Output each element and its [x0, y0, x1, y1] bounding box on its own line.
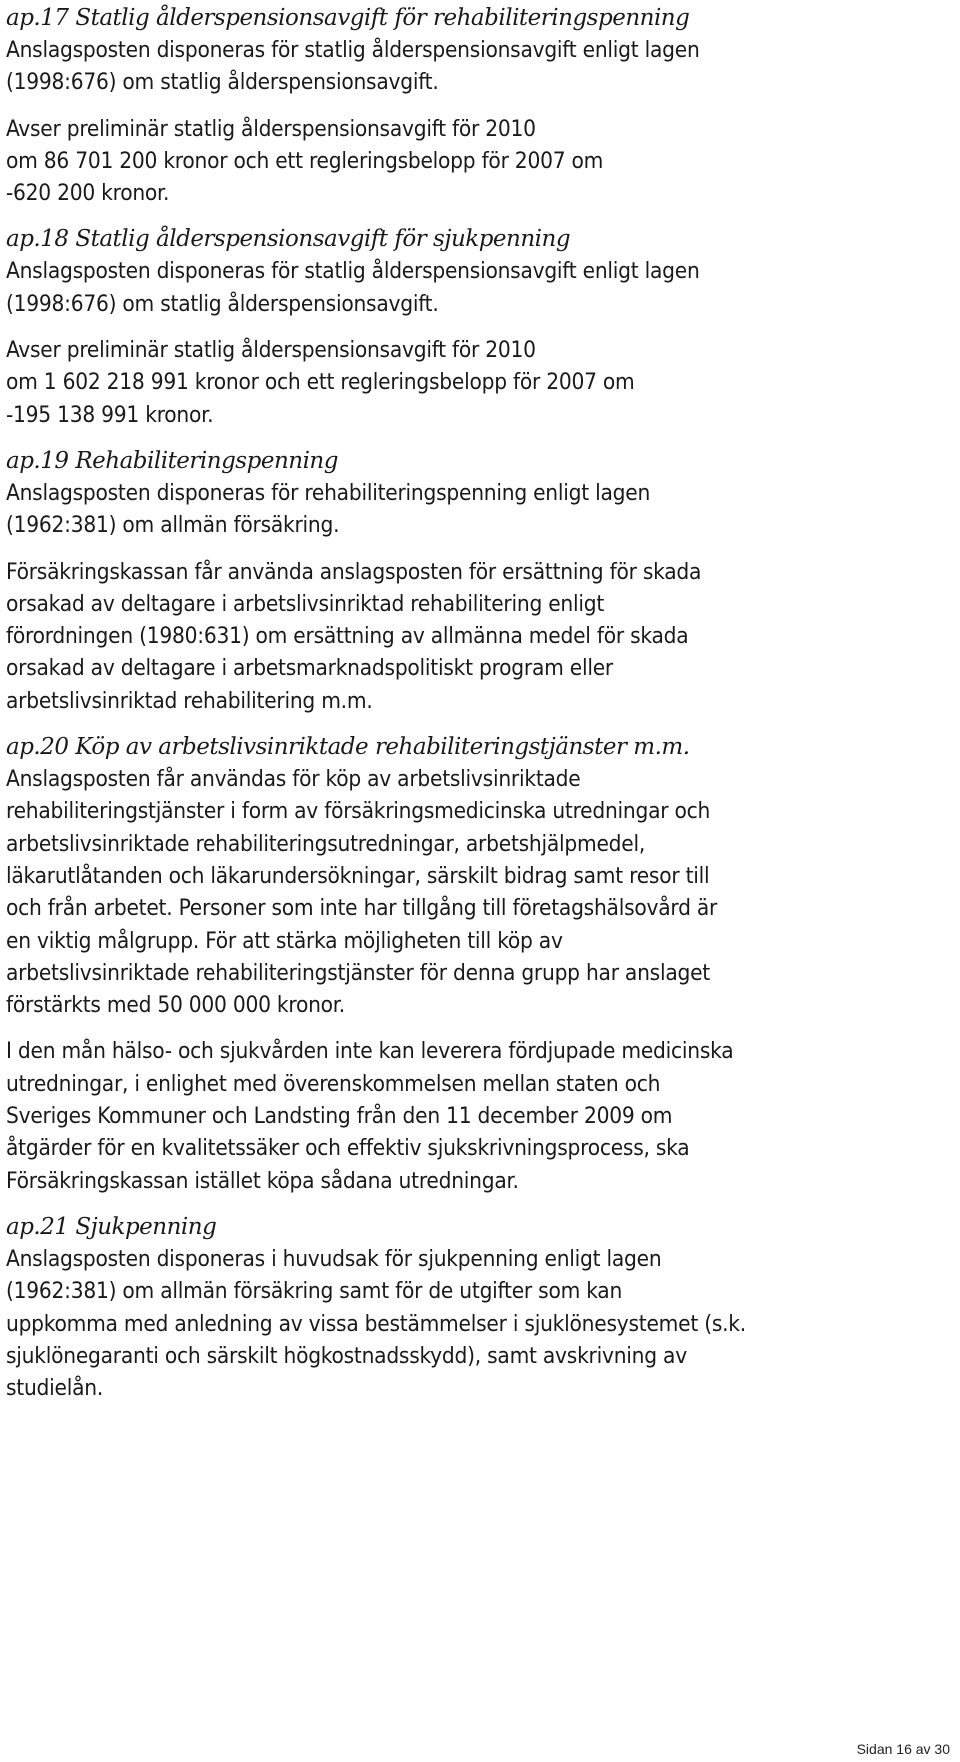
text-line: (1998:676) om statlig ålderspensionsavgift. — [6, 290, 439, 317]
text-line: Försäkringskassan får använda anslagsposten för ersättning för skada — [6, 558, 702, 585]
paragraph — [6, 763, 952, 1021]
text-line: sjuklönegaranti och särskilt högkostnadsskydd), samt avskrivning av — [6, 1342, 687, 1369]
text-line: arbetslivsinriktade rehabiliteringstjänster för denna grupp har anslaget — [6, 959, 710, 986]
paragraph — [6, 1243, 952, 1404]
paragraph — [6, 334, 952, 431]
paragraph — [6, 113, 952, 210]
text-line: Anslagsposten får användas för köp av arbetslivsinriktade — [6, 766, 581, 793]
text-line: Anslagsposten disponeras för rehabiliteringspenning enligt lagen — [6, 479, 651, 506]
section-heading: ap.17 Statlig ålderspensionsavgift för rehabiliteringspenning — [6, 5, 690, 31]
text-line: och från arbetet. Personer som inte har tillgång till företagshälsovård är — [6, 895, 718, 922]
text-line: Anslagsposten disponeras för statlig ålderspensionsavgift enligt lagen — [6, 258, 700, 285]
text-line: -195 138 991 kronor. — [6, 401, 214, 428]
text-line: om 86 701 200 kronor och ett regleringsbelopp för 2007 om — [6, 147, 604, 174]
text-line: orsakad av deltagare i arbetsmarknadspolitiskt program eller — [6, 655, 614, 682]
section-heading: ap.19 Rehabiliteringspenning — [6, 447, 338, 474]
paragraph — [6, 255, 952, 320]
section-heading: ap.20 Köp av arbetslivsinriktade rehabiliteringstjänster m.m. — [6, 734, 690, 761]
page-number: Sidan 16 av 30 — [856, 1741, 950, 1757]
text-line: om 1 602 218 991 kronor och ett regleringsbelopp för 2007 om — [6, 369, 635, 396]
text-line: Försäkringskassan istället köpa sådana utredningar. — [6, 1167, 519, 1194]
paragraph — [6, 477, 952, 542]
text-line: Avser preliminär statlig ålderspensionsavgift för 2010 — [6, 337, 536, 364]
text-line: (1962:381) om allmän försäkring samt för de utgifter som kan — [6, 1278, 623, 1305]
text-line: Anslagsposten disponeras för statlig ålderspensionsavgift enligt lagen — [6, 37, 700, 63]
text-line: åtgärder för en kvalitetssäker och effektiv sjukskrivningsprocess, ska — [6, 1135, 690, 1162]
text-line: I den mån hälso- och sjukvården inte kan leverera fördjupade medicinska — [6, 1038, 734, 1065]
text-line: arbetslivsinriktad rehabilitering m.m. — [6, 687, 373, 714]
paragraph — [6, 34, 952, 99]
section — [6, 445, 952, 717]
paragraph — [6, 556, 952, 717]
text-line: orsakad av deltagare i arbetslivsinriktad rehabilitering enligt — [6, 590, 605, 617]
text-line: arbetslivsinriktade rehabiliteringsutredningar, arbetshjälpmedel, — [6, 830, 646, 857]
text-line: läkarutlåtanden och läkarundersökningar, särskilt bidrag samt resor till — [6, 862, 710, 889]
section — [6, 1211, 952, 1404]
text-line: Avser preliminär statlig ålderspensionsavgift för 2010 — [6, 115, 536, 142]
text-line: studielån. — [6, 1375, 104, 1402]
text-line: (1962:381) om allmän försäkring. — [6, 512, 340, 539]
text-line: en viktig målgrupp. För att stärka möjligheten till köp av — [6, 927, 563, 954]
section — [6, 2, 952, 209]
text-line: (1998:676) om statlig ålderspensionsavgift. — [6, 69, 439, 96]
text-line: förordningen (1980:631) om ersättning av allmänna medel för skada — [6, 623, 689, 650]
text-line: -620 200 kronor. — [6, 180, 170, 207]
section-heading: ap.21 Sjukpenning — [6, 1213, 217, 1240]
text-line: förstärkts med 50 000 000 kronor. — [6, 992, 345, 1019]
document-body — [6, 2, 952, 1404]
text-line: Anslagsposten disponeras i huvudsak för sjukpenning enligt lagen — [6, 1245, 662, 1272]
document-page — [6, 0, 952, 1418]
paragraph — [6, 1035, 952, 1196]
section — [6, 731, 952, 1197]
text-line: rehabiliteringstjänster i form av försäkringsmedicinska utredningar och — [6, 798, 711, 825]
text-line: uppkomma med anledning av vissa bestämmelser i sjuklönesystemet (s.k. — [6, 1310, 746, 1337]
section-heading: ap.18 Statlig ålderspensionsavgift för sjukpenning — [6, 226, 571, 253]
section — [6, 223, 952, 430]
text-line: utredningar, i enlighet med överenskommelsen mellan staten och — [6, 1070, 661, 1097]
text-line: Sveriges Kommuner och Landsting från den 11 december 2009 om — [6, 1103, 673, 1130]
